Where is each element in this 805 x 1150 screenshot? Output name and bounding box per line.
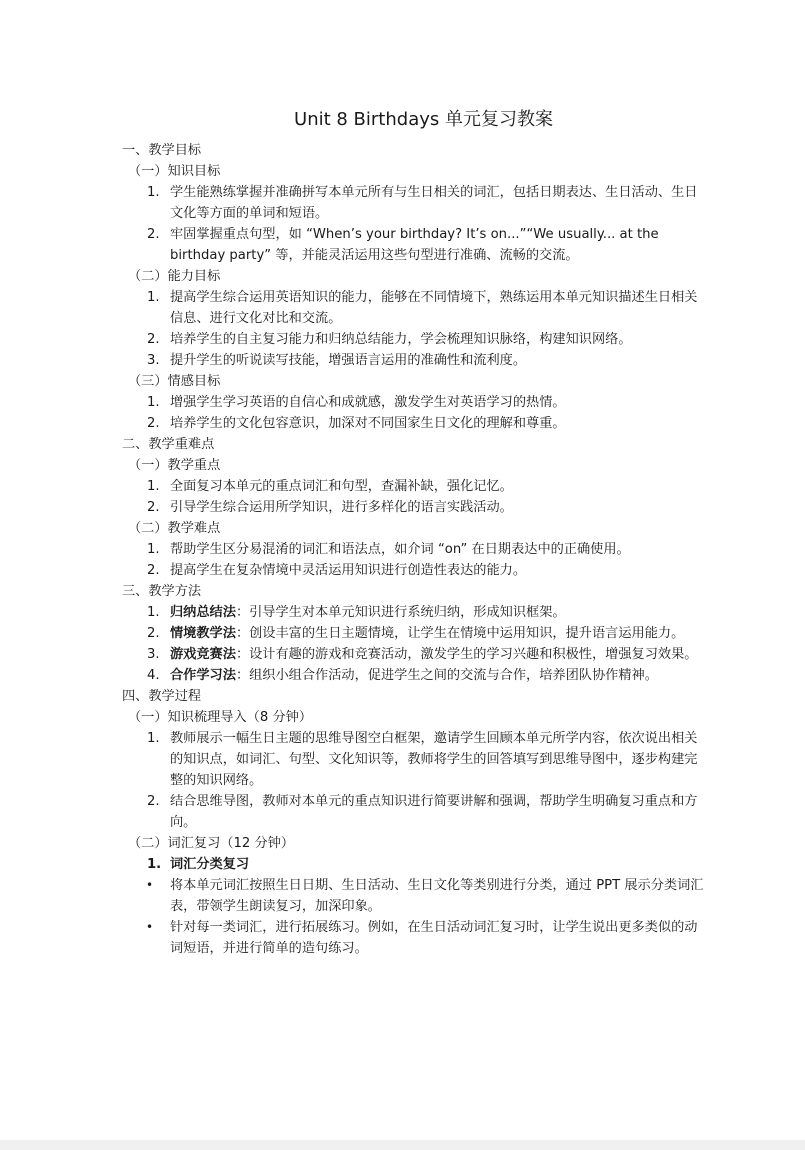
list-number: 2. bbox=[147, 626, 160, 641]
list-number: 1. bbox=[147, 185, 160, 200]
list-item-text: ：设计有趣的游戏和竞赛活动，激发学生的学习兴趣和积极性，增强复习效果。 bbox=[235, 647, 698, 662]
list-item-text: 培养学生的自主复习能力和归纳总结能力，学会梳理知识脉络，构建知识网络。 bbox=[170, 332, 632, 347]
subsection-heading: （二）词汇复习（12 分钟） bbox=[128, 836, 295, 851]
list-item bbox=[122, 413, 705, 434]
list-item bbox=[122, 560, 705, 581]
list-item bbox=[122, 392, 705, 413]
list-item-text: 帮助学生区分易混淆的词汇和语法点，如介词 “on” 在日期表达中的正确使用。 bbox=[170, 542, 630, 557]
bullet-icon: • bbox=[146, 878, 154, 892]
list-item-text: 将本单元词汇按照生日日期、生日活动、生日文化等类别进行分类，通过 PPT 展示分类词汇表，带领学生朗读复习，加深印象。 bbox=[170, 878, 704, 914]
list-number: 4. bbox=[147, 668, 160, 683]
list-number: 3. bbox=[147, 353, 160, 368]
subsection-heading: （二）教学难点 bbox=[128, 521, 221, 536]
list-item bbox=[122, 476, 705, 497]
subsection-heading: （三）情感目标 bbox=[128, 374, 221, 389]
list-item bbox=[122, 182, 705, 224]
list-number: 2. bbox=[147, 794, 160, 809]
list-item-text: 增强学生学习英语的自信心和成就感，激发学生对英语学习的热情。 bbox=[170, 395, 566, 410]
bullet-icon: • bbox=[146, 920, 154, 934]
list-item-text: 提升学生的听说读写技能，增强语言运用的准确性和流利度。 bbox=[170, 353, 527, 368]
list-number: 2. bbox=[147, 416, 160, 431]
list-item-text: 牢固掌握重点句型，如 “When’s your birthday? It’s on...”“We usually... at the birthday party” 等，并能灵活运用这些句型进行准确、流畅的交流。 bbox=[170, 227, 659, 263]
list-item bbox=[122, 644, 705, 665]
list-number: 2. bbox=[147, 500, 160, 515]
bullet-item bbox=[122, 875, 705, 917]
list-item bbox=[122, 665, 705, 686]
bullet-item bbox=[122, 917, 705, 959]
method-name: 情境教学法 bbox=[170, 626, 236, 641]
list-item bbox=[122, 728, 705, 791]
list-item bbox=[122, 287, 705, 329]
page-background-strip bbox=[0, 1140, 805, 1150]
method-name: 合作学习法 bbox=[170, 668, 236, 683]
section-heading: 一、教学目标 bbox=[122, 143, 202, 158]
subsection-heading: （一）知识梳理导入（8 分钟） bbox=[128, 710, 313, 725]
list-item-text: 教师展示一幅生日主题的思维导图空白框架，邀请学生回顾本单元所学内容，依次说出相关的知识点，如词汇、句型、文化知识等，教师将学生的回答填写到思维导图中，逐步构建完整的知识网络。 bbox=[170, 731, 698, 788]
list-number: 1. bbox=[147, 857, 162, 872]
list-item-text: 引导学生综合运用所学知识，进行多样化的语言实践活动。 bbox=[170, 500, 513, 515]
list-item-text: 针对每一类词汇，进行拓展练习。例如，在生日活动词汇复习时，让学生说出更多类似的动词短语，并进行简单的造句练习。 bbox=[170, 920, 698, 956]
list-item-text: 提高学生综合运用英语知识的能力，能够在不同情境下，熟练运用本单元知识描述生日相关信息、进行文化对比和交流。 bbox=[170, 290, 698, 326]
method-name: 归纳总结法 bbox=[170, 605, 236, 620]
document-title: Unit 8 Birthdays 单元复习教案 bbox=[294, 109, 553, 130]
list-item bbox=[122, 497, 705, 518]
list-number: 2. bbox=[147, 227, 160, 242]
list-item-text: 词汇分类复习 bbox=[170, 857, 250, 872]
list-item bbox=[122, 224, 705, 266]
list-number: 1. bbox=[147, 542, 160, 557]
list-item-text: ：组织小组合作活动，促进学生之间的交流与合作，培养团队协作精神。 bbox=[235, 668, 658, 683]
list-item-text: 全面复习本单元的重点词汇和句型，查漏补缺，强化记忆。 bbox=[170, 479, 513, 494]
section-heading: 三、教学方法 bbox=[122, 584, 202, 599]
section-heading: 四、教学过程 bbox=[122, 689, 202, 704]
list-item-text: 提高学生在复杂情境中灵活运用知识进行创造性表达的能力。 bbox=[170, 563, 527, 578]
list-number: 1. bbox=[147, 605, 160, 620]
list-item bbox=[122, 350, 705, 371]
subsection-heading: （一）教学重点 bbox=[128, 458, 221, 473]
list-item-text: 学生能熟练掌握并准确拼写本单元所有与生日相关的词汇，包括日期表达、生日活动、生日文化等方面的单词和短语。 bbox=[170, 185, 698, 221]
section-heading: 二、教学重难点 bbox=[122, 437, 215, 452]
list-number: 2. bbox=[147, 332, 160, 347]
list-number: 2. bbox=[147, 563, 160, 578]
list-number: 3. bbox=[147, 647, 160, 662]
list-number: 1. bbox=[147, 731, 160, 746]
method-name: 游戏竞赛法 bbox=[170, 647, 236, 662]
subsection-heading: （一）知识目标 bbox=[128, 164, 221, 179]
list-item-text: 结合思维导图，教师对本单元的重点知识进行简要讲解和强调，帮助学生明确复习重点和方向。 bbox=[170, 794, 698, 830]
list-number: 1. bbox=[147, 290, 160, 305]
list-item-text: ：创设丰富的生日主题情境，让学生在情境中运用知识，提升语言运用能力。 bbox=[235, 626, 685, 641]
list-number: 1. bbox=[147, 395, 160, 410]
list-item bbox=[122, 602, 705, 623]
list-item-text: ：引导学生对本单元知识进行系统归纳，形成知识框架。 bbox=[235, 605, 566, 620]
list-item bbox=[122, 623, 705, 644]
subsection-heading: （二）能力目标 bbox=[128, 269, 221, 284]
list-number: 1. bbox=[147, 479, 160, 494]
list-item bbox=[122, 854, 705, 875]
list-item-text: 培养学生的文化包容意识，加深对不同国家生日文化的理解和尊重。 bbox=[170, 416, 566, 431]
list-item bbox=[122, 791, 705, 833]
list-item bbox=[122, 539, 705, 560]
list-item bbox=[122, 329, 705, 350]
